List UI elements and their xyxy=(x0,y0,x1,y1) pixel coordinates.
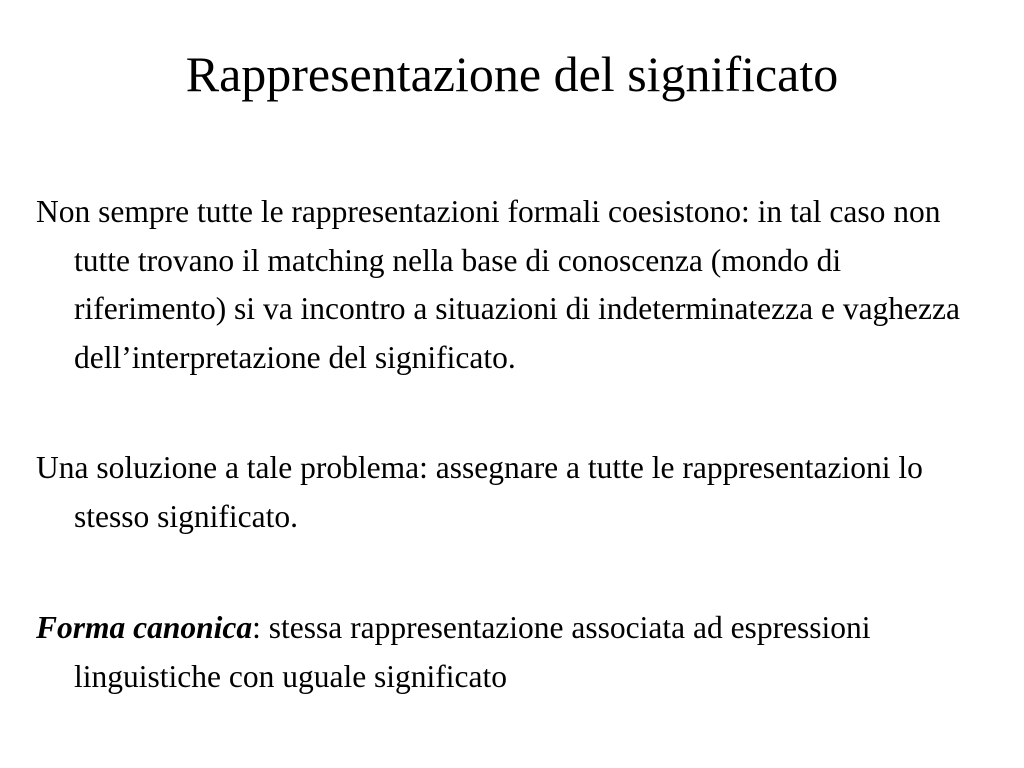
paragraph-soluzione xyxy=(36,444,994,541)
paragraph-text: Non sempre tutte le rappresentazioni formali coesistono: in tal caso non tutte trovano il matching nella base di conoscenza (mondo di riferimento) si va incontro a situazioni di indeterminatezza e vaghezza dell’interpretazione del significato. xyxy=(36,194,960,375)
paragraph-forma-canonica xyxy=(36,604,994,701)
paragraph-indeterminatezza xyxy=(36,188,994,382)
paragraph-text: Una soluzione a tale problema: assegnare a tutte le rappresentazioni lo stesso significato. xyxy=(36,450,923,534)
forma-canonica-term: Forma canonica xyxy=(36,610,253,645)
slide-body xyxy=(36,188,994,701)
slide-title: Rappresentazione del significato xyxy=(185,46,839,102)
paragraph-text: : stessa rappresentazione associata ad espressioni linguistiche con uguale significato xyxy=(74,610,871,694)
